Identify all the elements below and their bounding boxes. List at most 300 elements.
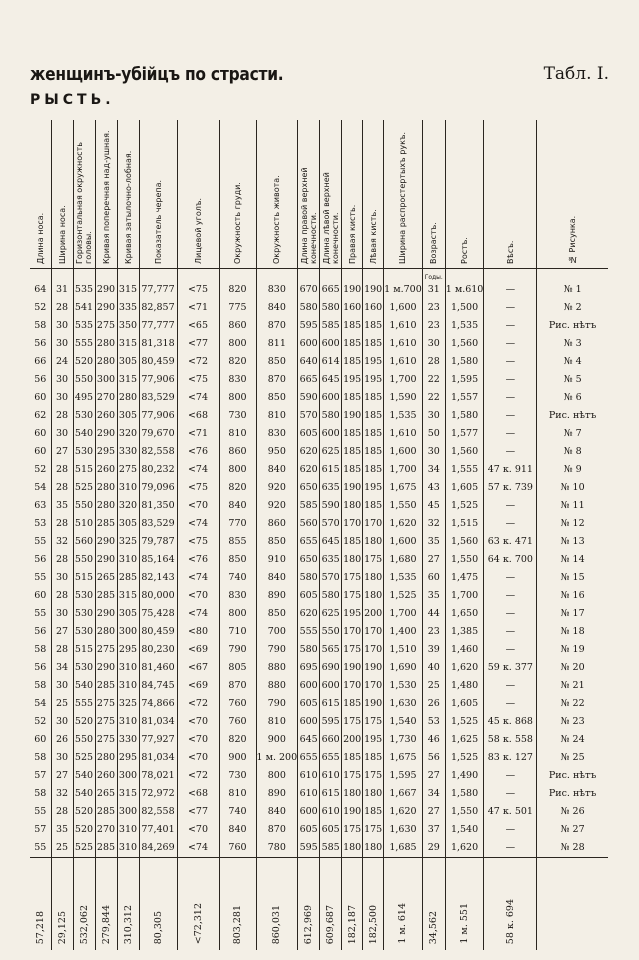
table-cell: 175 xyxy=(363,551,384,569)
table-cell: 1,385 xyxy=(445,623,484,641)
table-cell: 27 xyxy=(422,803,445,821)
column-header xyxy=(256,120,298,269)
table-cell: 30 xyxy=(422,443,445,461)
table-cell: 1,610 xyxy=(384,335,423,353)
section-subtitle: РЫСТЬ. xyxy=(30,92,115,108)
table-cell: <70 xyxy=(177,749,219,767)
table-cell: 280 xyxy=(95,497,117,515)
table-cell: 26 xyxy=(51,731,73,749)
totals-row xyxy=(30,858,608,951)
table-cell: 520 xyxy=(73,713,95,731)
table-cell: Рис. нѣтъ xyxy=(537,785,608,803)
table-cell: 1,490 xyxy=(445,767,484,785)
table-cell: № 24 xyxy=(537,731,608,749)
table-cell: 34 xyxy=(51,659,73,677)
spacer-cell xyxy=(256,269,298,282)
table-cell: 830 xyxy=(219,371,256,389)
table-cell: 570 xyxy=(298,407,320,425)
table-cell: <69 xyxy=(177,677,219,695)
total-cell xyxy=(73,858,95,951)
table-cell: 24 xyxy=(51,353,73,371)
table-cell: 180 xyxy=(363,587,384,605)
table-cell: 315 xyxy=(117,335,139,353)
table-cell: 635 xyxy=(320,479,342,497)
table-cell: 84,745 xyxy=(139,677,177,695)
table-cell: Рис. нѣтъ xyxy=(537,767,608,785)
table-cell: 52 xyxy=(34,716,47,727)
table-cell: 74,866 xyxy=(139,695,177,713)
table-cell: 56 xyxy=(34,626,47,637)
table-row xyxy=(30,821,608,839)
column-header xyxy=(363,120,384,269)
table-cell: 610 xyxy=(298,767,320,785)
table-cell: 56 xyxy=(34,662,47,673)
table-cell: 645 xyxy=(320,533,342,551)
table-cell: 58 к. 558 xyxy=(484,731,537,749)
table-cell: <72 xyxy=(177,353,219,371)
column-header-label: Длина лѣвой верхней конечности. xyxy=(321,172,340,264)
table-cell: 35 xyxy=(422,533,445,551)
column-header xyxy=(139,120,177,269)
column-header-label: Вѣсъ. xyxy=(505,240,515,264)
column-header-label: Горизонтальная окружность головы. xyxy=(75,142,93,264)
table-cell: 47 к. 501 xyxy=(484,803,537,821)
table-cell: 265 xyxy=(95,785,117,803)
table-cell: 1,535 xyxy=(445,317,484,335)
table-cell: 64 xyxy=(34,284,47,295)
table-cell: 23 xyxy=(422,317,445,335)
table-cell: Рис. нѣтъ xyxy=(537,317,608,335)
table-cell: 56 xyxy=(422,749,445,767)
table-cell: 830 xyxy=(256,425,298,443)
total-cell xyxy=(117,858,139,951)
table-cell: 290 xyxy=(95,281,117,299)
table-cell: 665 xyxy=(320,281,342,299)
table-cell: 37 xyxy=(422,821,445,839)
table-cell: 810 xyxy=(219,425,256,443)
table-cell: 535 xyxy=(73,317,95,335)
table-cell: № 18 xyxy=(537,623,608,641)
table-cell: 30 xyxy=(51,371,73,389)
table-cell: 81,460 xyxy=(139,659,177,677)
table-cell: 820 xyxy=(219,281,256,299)
table-cell: 280 xyxy=(95,623,117,641)
table-cell: 30 xyxy=(51,425,73,443)
table-row xyxy=(30,479,608,497)
table-cell: <70 xyxy=(177,821,219,839)
table-cell: 595 xyxy=(298,317,320,335)
table-cell: 850 xyxy=(256,389,298,407)
table-cell: 520 xyxy=(73,803,95,821)
table-cell: 55 xyxy=(34,572,47,583)
table-cell: 82,558 xyxy=(139,803,177,821)
column-header xyxy=(320,120,342,269)
table-cell: 330 xyxy=(117,731,139,749)
table-cell: 1,550 xyxy=(445,551,484,569)
table-cell: 660 xyxy=(320,731,342,749)
table-cell: 790 xyxy=(256,695,298,713)
table-cell: 54 xyxy=(34,482,47,493)
total-value: 1 м. 551 xyxy=(459,903,471,944)
table-cell: <72 xyxy=(177,767,219,785)
table-cell: 620 xyxy=(298,461,320,479)
table-cell: Рис. нѣтъ xyxy=(537,407,608,425)
table-cell: 300 xyxy=(117,623,139,641)
table-cell: 1,510 xyxy=(384,641,423,659)
table-cell: 275 xyxy=(95,641,117,659)
spacer-cell xyxy=(384,269,423,282)
table-cell: 57 xyxy=(34,770,47,781)
table-cell: <71 xyxy=(177,425,219,443)
table-cell: 30 xyxy=(51,569,73,587)
table-cell: 1,610 xyxy=(384,425,423,443)
table-cell: 640 xyxy=(298,353,320,371)
table-cell: 1,620 xyxy=(445,659,484,677)
total-cell xyxy=(177,858,219,951)
table-cell: 175 xyxy=(363,767,384,785)
table-cell: № 10 xyxy=(537,479,608,497)
spacer-cell xyxy=(30,269,51,282)
table-cell: 1,480 xyxy=(445,677,484,695)
table-cell: — xyxy=(484,785,537,803)
table-cell: 870 xyxy=(256,821,298,839)
spacer-cell xyxy=(342,269,363,282)
table-cell: 82,558 xyxy=(139,443,177,461)
table-cell: 190 xyxy=(342,407,363,425)
table-cell: 1,700 xyxy=(445,587,484,605)
column-header-label: Окружность груди. xyxy=(233,182,242,264)
table-cell: — xyxy=(484,677,537,695)
table-cell: 175 xyxy=(342,821,363,839)
table-cell: — xyxy=(484,425,537,443)
table-cell: 79,096 xyxy=(139,479,177,497)
table-cell: 170 xyxy=(342,677,363,695)
column-header-label: Ширина распростертыхъ рукъ. xyxy=(398,131,408,264)
table-cell: 77,927 xyxy=(139,731,177,749)
table-row xyxy=(30,353,608,371)
table-cell: 58 xyxy=(34,680,47,691)
spacer-cell xyxy=(537,269,608,282)
table-cell: 170 xyxy=(342,515,363,533)
table-cell: 1 м. 200 xyxy=(256,749,298,767)
table-cell: 285 xyxy=(95,515,117,533)
table-cell: 27 xyxy=(51,443,73,461)
table-cell: 62 xyxy=(34,410,47,421)
table-cell: 515 xyxy=(73,461,95,479)
table-cell: 305 xyxy=(117,515,139,533)
table-cell: 58 xyxy=(34,788,47,799)
table-cell: 645 xyxy=(298,731,320,749)
table-cell: 850 xyxy=(256,533,298,551)
table-cell: № 3 xyxy=(537,335,608,353)
table-row xyxy=(30,515,608,533)
table-row xyxy=(30,389,608,407)
table-cell: 185 xyxy=(342,335,363,353)
table-cell: 52 xyxy=(34,302,47,313)
table-row xyxy=(30,335,608,353)
table-cell: 285 xyxy=(95,803,117,821)
table-cell: 60 xyxy=(34,428,47,439)
table-cell: 32 xyxy=(422,515,445,533)
table-cell: 190 xyxy=(342,281,363,299)
table-cell: 77,777 xyxy=(139,317,177,335)
table-cell: 82,857 xyxy=(139,299,177,317)
table-cell: № 12 xyxy=(537,515,608,533)
total-cell xyxy=(139,858,177,951)
total-cell xyxy=(30,858,51,951)
table-cell: 550 xyxy=(73,371,95,389)
column-header xyxy=(537,120,608,269)
table-cell: 614 xyxy=(320,353,342,371)
table-cell: 520 xyxy=(73,353,95,371)
table-cell: 185 xyxy=(363,407,384,425)
table-cell: 190 xyxy=(342,659,363,677)
table-cell: 305 xyxy=(117,353,139,371)
table-cell: 530 xyxy=(73,407,95,425)
table-cell: 85,164 xyxy=(139,551,177,569)
table-cell: 830 xyxy=(219,587,256,605)
table-cell: 280 xyxy=(95,335,117,353)
spacer-cell xyxy=(73,269,95,282)
table-cell: № 1 xyxy=(537,281,608,299)
table-cell: 52 xyxy=(34,464,47,475)
table-cell: <69 xyxy=(177,641,219,659)
table-cell: 840 xyxy=(219,821,256,839)
table-cell: <70 xyxy=(177,497,219,515)
table-cell: 30 xyxy=(51,605,73,623)
table-cell: 1,580 xyxy=(445,785,484,803)
table-cell: 690 xyxy=(320,659,342,677)
table-cell: 285 xyxy=(95,677,117,695)
table-cell: 185 xyxy=(342,749,363,767)
table-label: Табл. I. xyxy=(543,64,609,84)
table-cell: № 15 xyxy=(537,569,608,587)
table-cell: 195 xyxy=(342,605,363,623)
table-cell: 1,700 xyxy=(384,605,423,623)
table-cell: 600 xyxy=(320,389,342,407)
table-cell: 840 xyxy=(256,299,298,317)
table-cell: 28 xyxy=(51,461,73,479)
column-header xyxy=(177,120,219,269)
table-cell: 295 xyxy=(95,443,117,461)
table-cell: 80,459 xyxy=(139,623,177,641)
table-cell: 860 xyxy=(219,443,256,461)
table-cell: 870 xyxy=(256,371,298,389)
table-cell: <74 xyxy=(177,461,219,479)
table-cell: <68 xyxy=(177,785,219,803)
column-header xyxy=(117,120,139,269)
table-cell: 22 xyxy=(422,389,445,407)
table-cell: 195 xyxy=(363,731,384,749)
table-cell: — xyxy=(484,497,537,515)
table-cell: № 23 xyxy=(537,713,608,731)
table-cell: 34 xyxy=(422,461,445,479)
table-cell: — xyxy=(484,839,537,858)
table-cell: 185 xyxy=(342,425,363,443)
table-cell: 820 xyxy=(219,353,256,371)
table-cell: 77,401 xyxy=(139,821,177,839)
table-cell: 1,595 xyxy=(384,767,423,785)
table-cell: 620 xyxy=(298,605,320,623)
table-cell: 570 xyxy=(320,569,342,587)
column-header xyxy=(219,120,256,269)
table-cell: <75 xyxy=(177,371,219,389)
table-row xyxy=(30,785,608,803)
table-cell: 185 xyxy=(363,497,384,515)
table-cell: № 17 xyxy=(537,605,608,623)
table-cell: 28 xyxy=(422,353,445,371)
total-cell xyxy=(363,858,384,951)
table-row xyxy=(30,425,608,443)
table-cell: 280 xyxy=(95,749,117,767)
table-cell: 55 xyxy=(34,608,47,619)
table-cell: № 7 xyxy=(537,425,608,443)
table-row xyxy=(30,551,608,569)
table-cell: 27 xyxy=(51,767,73,785)
table-cell: 600 xyxy=(320,335,342,353)
table-cell: 615 xyxy=(320,461,342,479)
table-cell: № 2 xyxy=(537,299,608,317)
table-cell: 595 xyxy=(298,839,320,858)
table-cell: 830 xyxy=(256,281,298,299)
total-value: 29,125 xyxy=(56,910,68,944)
table-cell: 860 xyxy=(219,317,256,335)
table-cell: 43 xyxy=(422,479,445,497)
table-cell: 605 xyxy=(298,587,320,605)
table-cell: 195 xyxy=(363,371,384,389)
table-cell: — xyxy=(484,389,537,407)
total-value: 860,031 xyxy=(271,904,283,944)
table-cell: 310 xyxy=(117,659,139,677)
column-header-label: Кривая поперечная над-ушная. xyxy=(101,130,111,264)
table-cell: 695 xyxy=(298,659,320,677)
table-cell: <70 xyxy=(177,713,219,731)
table-cell: 1,620 xyxy=(384,515,423,533)
table-cell: — xyxy=(484,299,537,317)
table-cell: 840 xyxy=(219,497,256,515)
table-cell: 565 xyxy=(320,641,342,659)
table-cell: — xyxy=(484,443,537,461)
table-row xyxy=(30,839,608,858)
table-cell: 1,620 xyxy=(384,803,423,821)
table-cell: 1,555 xyxy=(445,461,484,479)
total-value: 57,218 xyxy=(34,910,46,944)
table-cell: 185 xyxy=(363,389,384,407)
table-cell: № 19 xyxy=(537,641,608,659)
table-cell: <72 xyxy=(177,695,219,713)
table-cell: <75 xyxy=(177,533,219,551)
table-cell: 625 xyxy=(320,605,342,623)
table-cell: 30 xyxy=(51,677,73,695)
table-cell: 1,560 xyxy=(445,443,484,461)
table-cell: 315 xyxy=(117,281,139,299)
table-cell: 27 xyxy=(51,623,73,641)
table-cell: 180 xyxy=(363,785,384,803)
table-cell: 80,232 xyxy=(139,461,177,479)
table-cell: 310 xyxy=(117,479,139,497)
table-cell: 1,525 xyxy=(445,713,484,731)
table-cell: 57 xyxy=(34,824,47,835)
table-cell: 560 xyxy=(298,515,320,533)
table-cell: 600 xyxy=(298,677,320,695)
table-cell: 620 xyxy=(298,443,320,461)
table-cell: 32 xyxy=(51,785,73,803)
table-cell: 30 xyxy=(51,317,73,335)
table-cell: 32 xyxy=(51,533,73,551)
table-cell: 170 xyxy=(342,623,363,641)
table-cell: 275 xyxy=(117,461,139,479)
column-header-label: Показатель черепа. xyxy=(153,179,163,264)
measurements-table-container xyxy=(30,120,608,950)
table-cell: № 9 xyxy=(537,461,608,479)
table-cell: 60 xyxy=(34,590,47,601)
table-cell: 280 xyxy=(117,389,139,407)
table-cell: 570 xyxy=(320,515,342,533)
table-cell: 1,525 xyxy=(445,497,484,515)
table-cell: 900 xyxy=(256,731,298,749)
table-row xyxy=(30,497,608,515)
table-cell: 525 xyxy=(73,839,95,858)
total-value: <72,312 xyxy=(192,902,204,944)
table-cell: 78,021 xyxy=(139,767,177,785)
table-cell: 655 xyxy=(320,749,342,767)
table-cell: 1,610 xyxy=(384,317,423,335)
table-cell: 650 xyxy=(298,479,320,497)
table-cell: 635 xyxy=(320,551,342,569)
table-cell: 1,700 xyxy=(384,461,423,479)
table-cell: 605 xyxy=(320,821,342,839)
column-header xyxy=(422,120,445,269)
table-cell: 890 xyxy=(256,587,298,605)
table-cell: 79,787 xyxy=(139,533,177,551)
table-cell: 600 xyxy=(298,335,320,353)
total-cell xyxy=(484,858,537,951)
table-cell: 645 xyxy=(320,371,342,389)
table-cell: — xyxy=(484,515,537,533)
table-cell: 730 xyxy=(219,407,256,425)
table-cell: 185 xyxy=(363,335,384,353)
table-cell: 50 xyxy=(422,425,445,443)
table-cell: 54 xyxy=(34,698,47,709)
table-cell: 550 xyxy=(320,623,342,641)
table-cell: 1,560 xyxy=(445,533,484,551)
table-cell: 29 xyxy=(422,839,445,858)
table-cell: № 16 xyxy=(537,587,608,605)
table-cell: 550 xyxy=(73,497,95,515)
table-cell: 185 xyxy=(363,461,384,479)
table-cell: 1,605 xyxy=(445,479,484,497)
table-cell: 30 xyxy=(51,749,73,767)
table-cell: 175 xyxy=(342,713,363,731)
table-cell: 610 xyxy=(320,803,342,821)
table-cell: 35 xyxy=(422,587,445,605)
table-cell: 290 xyxy=(95,533,117,551)
table-cell: 53 xyxy=(422,713,445,731)
table-cell: 84,269 xyxy=(139,839,177,858)
table-cell: 44 xyxy=(422,605,445,623)
table-cell: 530 xyxy=(73,587,95,605)
table-cell: 585 xyxy=(320,317,342,335)
table-cell: 80,000 xyxy=(139,587,177,605)
table-cell: 1,610 xyxy=(384,353,423,371)
table-cell: 160 xyxy=(363,299,384,317)
table-cell: 541 xyxy=(73,299,95,317)
table-cell: 740 xyxy=(219,569,256,587)
table-cell: 305 xyxy=(117,407,139,425)
table-cell: 175 xyxy=(342,587,363,605)
table-cell: 1,540 xyxy=(445,821,484,839)
table-cell: 670 xyxy=(298,281,320,299)
